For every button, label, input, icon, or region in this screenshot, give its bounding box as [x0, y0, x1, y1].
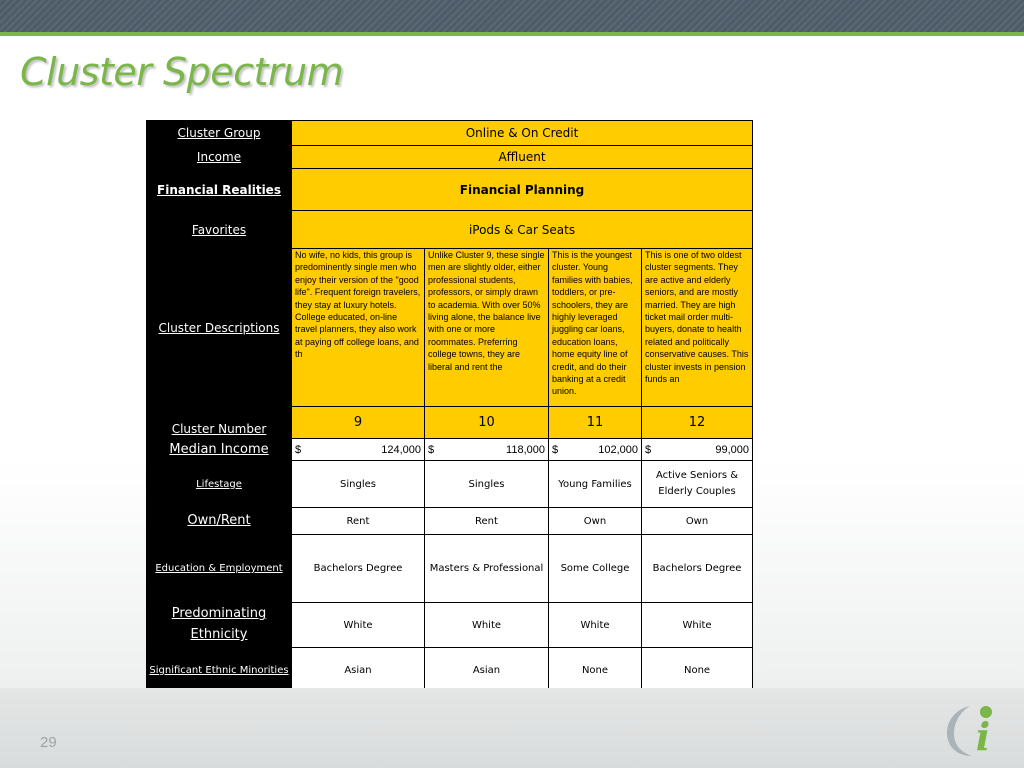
- row-favorites: [147, 211, 753, 249]
- median-income-cluster-9: [292, 439, 425, 461]
- header-accent-line: [0, 32, 1024, 36]
- education-cluster-9: Bachelors Degree: [292, 535, 425, 603]
- median-income-cluster-12: [642, 439, 753, 461]
- row-cluster-descriptions: [147, 249, 753, 407]
- row-minorities: [147, 648, 753, 694]
- education-cluster-10: Masters & Professional: [425, 535, 549, 603]
- cluster-spectrum-table: [146, 120, 753, 716]
- row-financial-realities: [147, 169, 753, 211]
- label-cluster-descriptions: Cluster Descriptions: [147, 249, 292, 407]
- label-favorites: Favorites: [147, 211, 292, 249]
- label-cluster-number: Cluster Number: [147, 407, 292, 439]
- label-income: Income: [147, 146, 292, 169]
- page-number: 29: [40, 734, 57, 751]
- row-median-income: [147, 439, 753, 461]
- row-education: [147, 535, 753, 603]
- value-financial-realities: Financial Planning: [292, 169, 753, 211]
- label-cluster-group: Cluster Group: [147, 121, 292, 146]
- value-favorites: iPods & Car Seats: [292, 211, 753, 249]
- logo-letter: i: [975, 714, 991, 759]
- number-cluster-11: 11: [549, 407, 642, 439]
- label-median-income: Median Income: [147, 439, 292, 461]
- minorities-cluster-12: None: [642, 648, 753, 694]
- footer-band: [0, 688, 1024, 768]
- row-ethnicity: [147, 603, 753, 648]
- lifestage-cluster-11: Young Families: [549, 461, 642, 508]
- education-cluster-12: Bachelors Degree: [642, 535, 753, 603]
- label-lifestage: Lifestage: [147, 461, 292, 508]
- row-cluster-group: [147, 121, 753, 146]
- description-cluster-9: No wife, no kids, this group is predominently single men who enjoy their version of the "good life". Frequent foreign travelers, they stay at luxury hotels. College educated, on-line travel planners, they also work at paying off college loans, and th: [292, 249, 425, 407]
- description-cluster-10: Unlike Cluster 9, these single men are slightly older, either professional students, professors, or simply drawn to academia. With over 50% living alone, the balance live with one or more roommates. Preferring college towns, they are liberal and rent the: [425, 249, 549, 407]
- number-cluster-9: 9: [292, 407, 425, 439]
- ethnicity-cluster-9: White: [292, 603, 425, 648]
- row-own-rent: [147, 508, 753, 535]
- median-income-amount: 99,000: [715, 443, 750, 456]
- currency-symbol: $: [552, 443, 559, 456]
- ethnicity-cluster-11: White: [549, 603, 642, 648]
- number-cluster-12: 12: [642, 407, 753, 439]
- label-minorities: Significant Ethnic Minorities: [147, 648, 292, 694]
- minorities-cluster-10: Asian: [425, 648, 549, 694]
- label-financial-realities: Financial Realities: [147, 169, 292, 211]
- median-income-cluster-11: [549, 439, 642, 461]
- lifestage-cluster-12: Active Seniors & Elderly Couples: [642, 461, 753, 508]
- minorities-cluster-9: Asian: [292, 648, 425, 694]
- ethnicity-cluster-12: White: [642, 603, 753, 648]
- minorities-cluster-11: None: [549, 648, 642, 694]
- currency-symbol: $: [645, 443, 652, 456]
- label-ethnicity: Predominating Ethnicity: [147, 603, 292, 648]
- label-education: Education & Employment: [147, 535, 292, 603]
- value-income: Affluent: [292, 146, 753, 169]
- slide-title: Cluster Spectrum: [20, 50, 344, 94]
- currency-symbol: $: [295, 443, 302, 456]
- company-logo-icon: [942, 700, 1006, 760]
- row-cluster-number: [147, 407, 753, 439]
- education-cluster-11: Some College: [549, 535, 642, 603]
- median-income-cluster-10: [425, 439, 549, 461]
- currency-symbol: $: [428, 443, 435, 456]
- own-rent-cluster-10: Rent: [425, 508, 549, 535]
- header-bar: [0, 0, 1024, 32]
- own-rent-cluster-11: Own: [549, 508, 642, 535]
- median-income-amount: 118,000: [506, 443, 545, 456]
- ethnicity-cluster-10: White: [425, 603, 549, 648]
- lifestage-cluster-10: Singles: [425, 461, 549, 508]
- description-cluster-11: This is the youngest cluster. Young families with babies, toddlers, or pre-schoolers, they are highly leveraged juggling car loans, education loans, home equity line of credit, and do their banking at a credit union.: [549, 249, 642, 407]
- own-rent-cluster-9: Rent: [292, 508, 425, 535]
- row-income: [147, 146, 753, 169]
- lifestage-cluster-9: Singles: [292, 461, 425, 508]
- median-income-amount: 102,000: [598, 443, 638, 456]
- median-income-amount: 124,000: [381, 443, 421, 456]
- number-cluster-10: 10: [425, 407, 549, 439]
- own-rent-cluster-12: Own: [642, 508, 753, 535]
- description-cluster-12: This is one of two oldest cluster segments. They are active and elderly seniors, and are mostly married. They are high ticket mail order multi-buyers, donate to health related and politically conservative causes. This cluster invests in pension funds an: [642, 249, 753, 407]
- value-cluster-group: Online & On Credit: [292, 121, 753, 146]
- label-own-rent: Own/Rent: [147, 508, 292, 535]
- row-lifestage: [147, 461, 753, 508]
